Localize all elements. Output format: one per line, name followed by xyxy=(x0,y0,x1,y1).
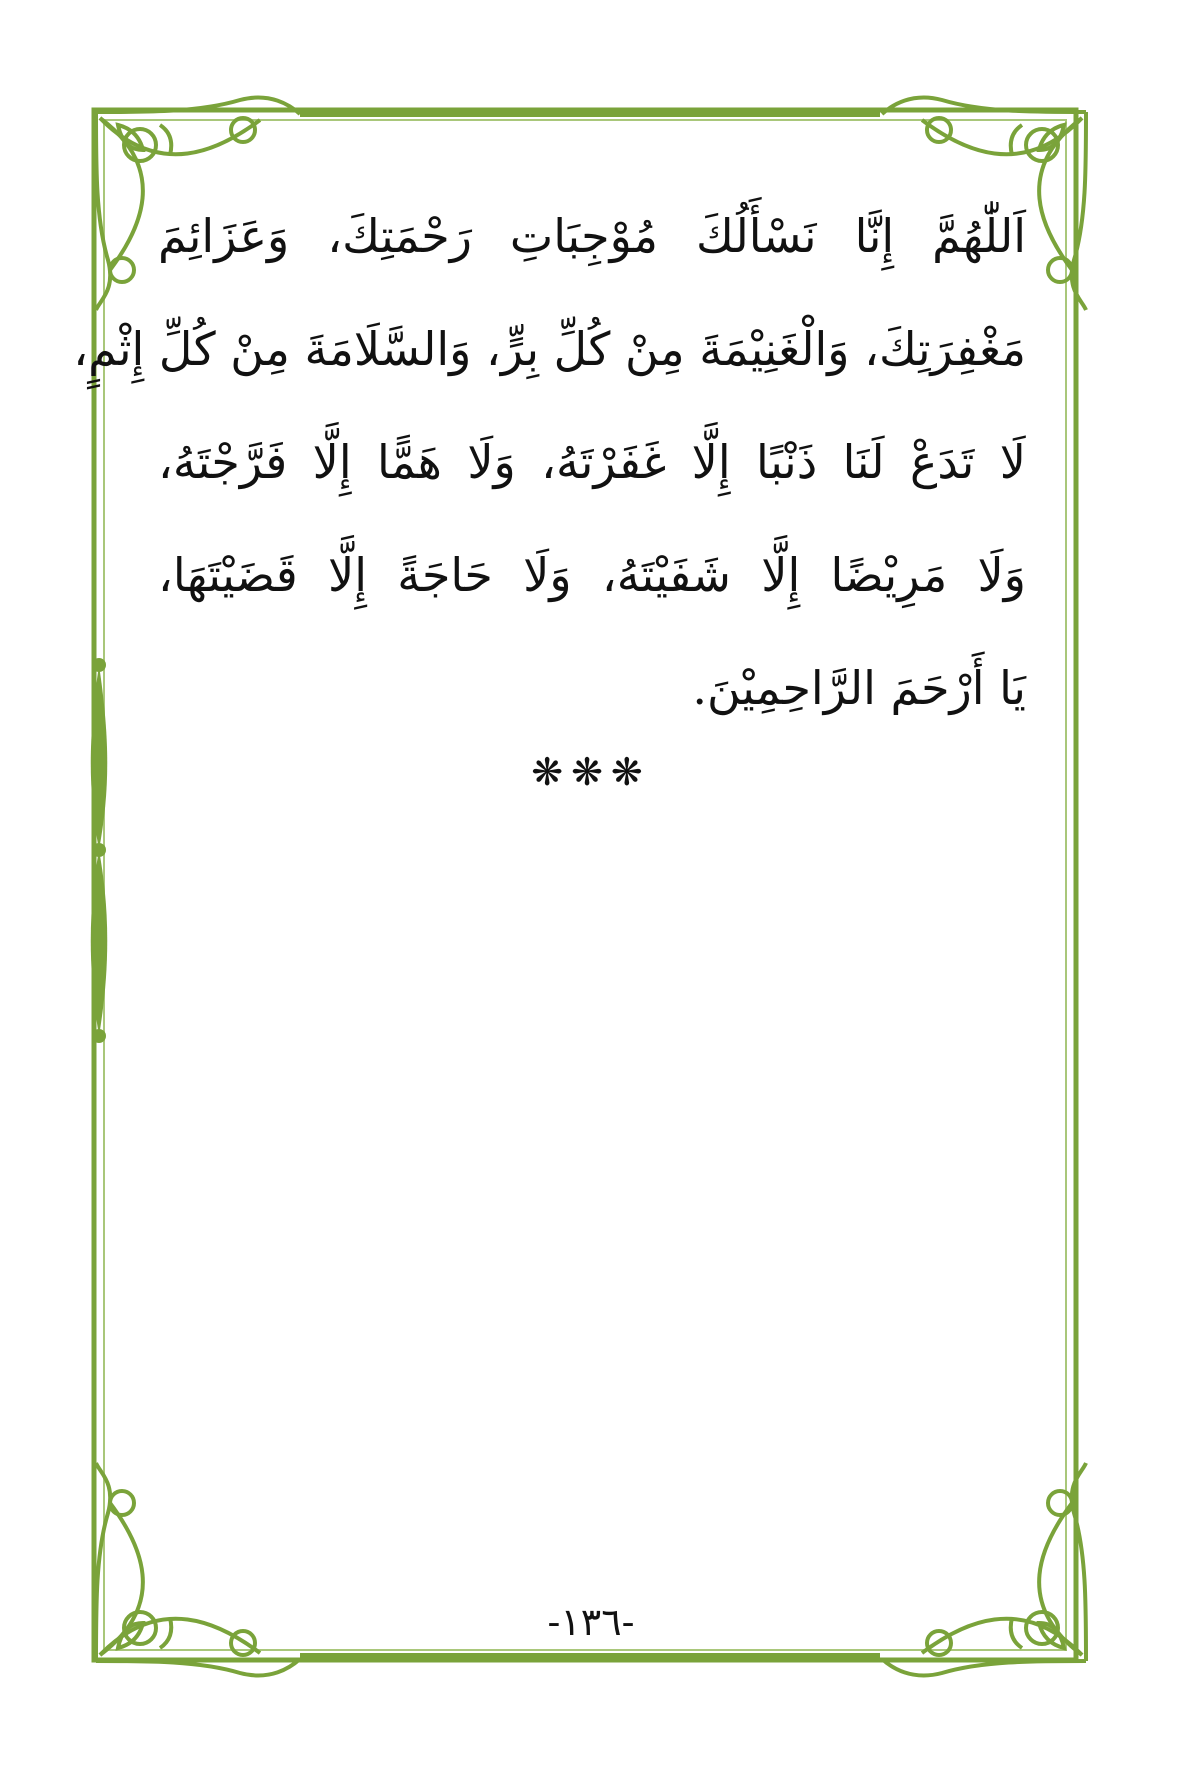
text-line: اَللّٰهُمَّ إِنَّا نَسْأَلُكَ مُوْجِبَاتِ رَحْمَتِكَ، وَعَزَائِمَ xyxy=(158,209,1026,263)
asterisk-flower-icon: ❋❋❋ xyxy=(531,750,651,794)
page-number: -١٣٦- xyxy=(547,1600,635,1644)
text-line: لَا تَدَعْ لَنَا ذَنْبًا إِلَّا غَفَرْتَهُ، وَلَا هَمًّا إِلَّا فَرَّجْتَهُ، xyxy=(158,435,1026,489)
text-line: يَا أَرْحَمَ الرَّاحِمِيْنَ. xyxy=(692,661,1026,715)
text-line: مَغْفِرَتِكَ، وَالْغَنِيْمَةَ مِنْ كُلِّ بِرٍّ، وَالسَّلَامَةَ مِنْ كُلِّ إِثْمٍ، xyxy=(73,322,1026,376)
prayer-text xyxy=(73,180,1026,745)
text-line: وَلَا مَرِيْضًا إِلَّا شَفَيْتَهُ، وَلَا حَاجَةً إِلَّا قَضَيْتَهَا، xyxy=(158,548,1026,602)
